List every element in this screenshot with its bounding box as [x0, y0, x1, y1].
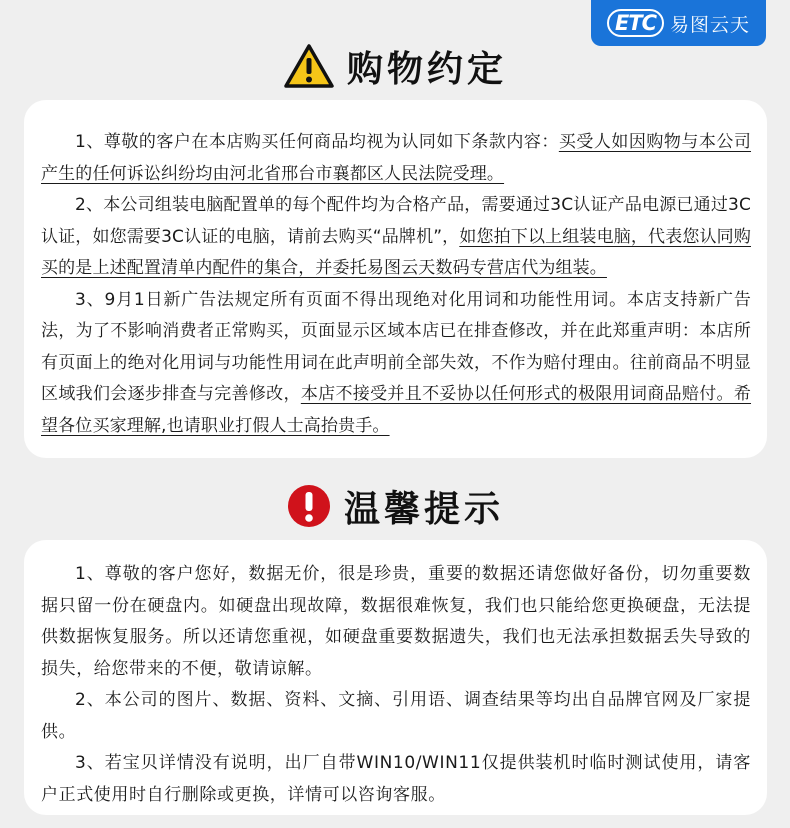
shopping-agreement-header: [0, 40, 790, 92]
warning-icon: [283, 43, 335, 89]
agreement-item: [41, 190, 751, 285]
agreement-item: [41, 127, 751, 190]
agreement-item-underlined: 买受人如因购物与本公司产生的任何诉讼纠纷均由河北省邢台市襄都区人民法院受理。: [41, 132, 752, 184]
exclamation-icon: [286, 483, 332, 529]
agreement-item-underlined: 如您拍下以上组装电脑，代表您认同购买的是上述配置清单内配件的集合，并委托易图云天数码专营店代为组装。: [41, 226, 751, 278]
tips-item: 2、本公司的图片、数据、资料、文摘、引用语、调查结果等均出自品牌官网及厂家提供。: [41, 690, 751, 742]
brand-logo-mark: ETC: [607, 9, 664, 37]
tips-item: 1、尊敬的客户您好，数据无价，很是珍贵，重要的数据还请您做好备份，切勿重要数据只留一份在硬盘内。如硬盘出现故障，数据很难恢复，我们也只能给您更换硬盘，无法提供数据恢复服务。所以还请您重视，如硬盘重要数据遗失，我们也无法承担数据丢失导致的损失，给您带来的不便，敬请谅解。: [41, 564, 751, 679]
shopping-agreement-title: 购物约定: [346, 48, 507, 90]
agreement-item-text: 2、本公司组装电脑配置单的每个配件均为合格产品，需要通过3C认证产品电源已通过3C认证，如您需要3C认证的电脑，请前去购买“品牌机”，: [41, 195, 751, 247]
warm-tips-header: [0, 480, 790, 532]
warm-tips-card: [24, 540, 767, 815]
warm-tips-title: 温馨提示: [343, 488, 504, 530]
brand-name: 易图云天: [670, 13, 751, 36]
agreement-item-underlined: 本店不接受并且不妥协以任何形式的极限用词商品赔付。希望各位买家理解,也请职业打假人士高抬贵手。: [41, 384, 752, 436]
agreement-item-text: 1、尊敬的客户在本店购买任何商品均视为认同如下条款内容：: [75, 132, 559, 152]
shopping-agreement-card: [24, 100, 767, 458]
agreement-item-text: 3、9月1日新广告法规定所有页面不得出现绝对化用词和功能性用词。本店支持新广告法，为了不影响消费者正常购买，页面显示区域本店已在排查修改，并在此郑重声明：本店所有页面上的绝对化用词与功能性用词在此声明前全部失效，不作为赔付理由。往前商品不明显区域我们会逐步排查与完善修改，: [41, 289, 751, 404]
agreement-item: [41, 285, 751, 443]
tips-item: 3、若宝贝详情没有说明，出厂自带WIN10/WIN11仅提供装机时临时测试使用，请客户正式使用时自行删除或更换，详情可以咨询客服。: [41, 753, 751, 805]
